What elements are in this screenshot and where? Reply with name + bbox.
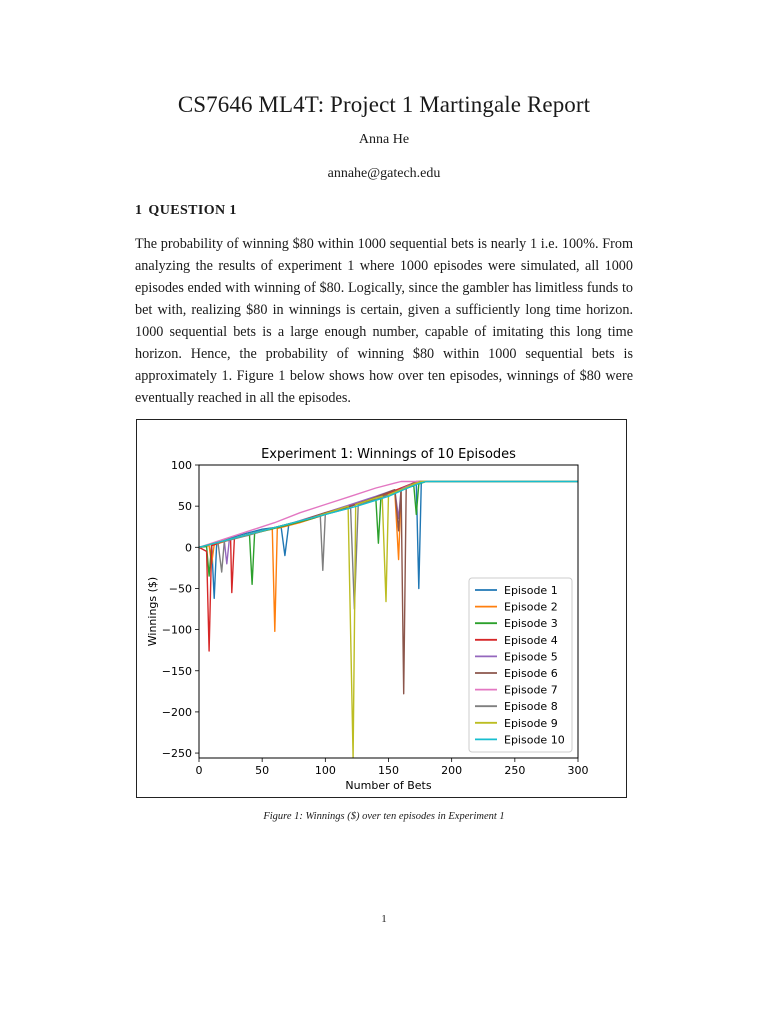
page-number: 1 (381, 913, 387, 925)
x-tick-label: 200 (441, 764, 463, 777)
legend-label-1: Episode 1 (504, 584, 558, 597)
paper-title: CS7646 ML4T: Project 1 Martingale Report (177, 92, 591, 117)
section-title: QUESTION 1 (148, 203, 237, 218)
figure-caption: Figure 1: Winnings ($) over ten episodes in Experiment 1 (263, 811, 505, 822)
y-tick-label: 50 (178, 500, 192, 514)
legend-label-10: Episode 10 (504, 733, 565, 747)
x-axis-label: Number of Bets (345, 779, 432, 792)
x-tick-label: 150 (378, 764, 399, 777)
y-tick-label: 0 (185, 541, 192, 555)
section-heading (135, 203, 237, 219)
author-name: Anna He (358, 132, 410, 147)
legend-label-6: Episode 6 (504, 667, 558, 680)
legend-label-2: Episode 2 (504, 600, 558, 614)
y-tick-label: −50 (168, 582, 192, 596)
legend-label-7: Episode 7 (504, 683, 558, 697)
y-tick-label: −200 (161, 705, 192, 719)
y-tick-label: −250 (161, 747, 192, 761)
x-tick-label: 0 (195, 764, 203, 777)
legend-label-9: Episode 9 (504, 716, 558, 730)
y-tick-label: −150 (161, 664, 192, 678)
x-tick-label: 250 (504, 764, 526, 777)
y-tick-label: 100 (171, 459, 192, 472)
winnings-chart (137, 420, 628, 799)
x-tick-label: 100 (314, 764, 336, 777)
legend-label-8: Episode 8 (504, 700, 558, 714)
body-paragraph: The probability of winning $80 within 1000 sequential bets is nearly 1 i.e. 100%. From analyzing the results of experiment 1 where 1000 episodes were simulated, all 1000 episodes ended with winning of $80. Logically, since the gambler has limitless funds to bet with, realizing $80 in winnings is certain, given a sufficiently long time horizon. 1000 sequential bets is a large enough number, capable of imitating this long time horizon. Hence, the probability of winning $80 within 1000 sequential bets is approximately 1. Figure 1 below shows how over ten episodes, winnings of $80 were eventually reached in all the episodes. (135, 236, 633, 406)
y-tick-label: −100 (161, 623, 192, 637)
figure-frame (136, 419, 627, 798)
x-tick-label: 50 (255, 764, 270, 777)
author-email: annahe@gatech.edu (327, 166, 441, 181)
y-axis-label: Winnings ($) (146, 576, 159, 647)
chart-title: Experiment 1: Winnings of 10 Episodes (261, 447, 516, 462)
section-number: 1 (135, 203, 143, 218)
x-tick-label: 300 (567, 764, 589, 777)
legend-label-3: Episode 3 (504, 617, 558, 631)
legend-label-5: Episode 5 (504, 650, 558, 664)
legend-label-4: Episode 4 (504, 633, 558, 647)
